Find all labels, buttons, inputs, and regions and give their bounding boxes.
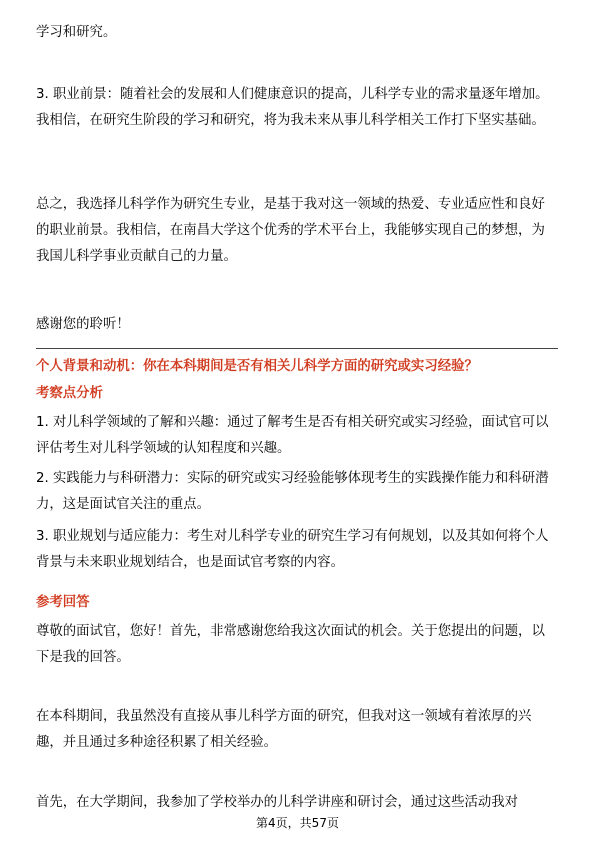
- answer-paragraph: 首先，在大学期间，我参加了学校举办的儿科学讲座和研讨会，通过这些活动我对: [36, 795, 519, 810]
- answer-heading: 参考回答: [36, 595, 90, 610]
- paragraph-conclusion: 总之，我选择儿科学作为研究生专业，是基于我对这一领域的热爱、专业适应性和良好的职业前景。我相信，在南昌大学这个优秀的学术平台上，我能够实现自己的梦想，为我国儿科学事业贡献自己的力量。: [36, 197, 545, 264]
- analysis-item: 3. 职业规划与适应能力：考生对儿科学专业的研究生学习有何规划，以及其如何将个人背景与未来职业规划结合，也是面试官考察的内容。: [36, 529, 549, 570]
- page-footer: 第4页，共57页: [256, 816, 339, 830]
- answer-paragraph: 尊敬的面试官，您好！首先，非常感谢您给我这次面试的机会。关于您提出的问题，以下是我的回答。: [36, 624, 545, 665]
- analysis-heading: 考察点分析: [36, 386, 103, 401]
- paragraph-thanks: 感谢您的聆听！: [36, 317, 130, 332]
- paragraph-continuation: 学习和研究。: [36, 25, 117, 40]
- answer-paragraph: 在本科期间，我虽然没有直接从事儿科学方面的研究，但我对这一领域有着浓厚的兴趣，并且通过多种途径积累了相关经验。: [36, 709, 532, 750]
- analysis-item: 2. 实践能力与科研潜力：实际的研究或实习经验能够体现考生的实践操作能力和科研潜力，这是面试官关注的重点。: [36, 471, 549, 512]
- question-heading: 个人背景和动机：你在本科期间是否有相关儿科学方面的研究或实习经验？: [36, 359, 478, 374]
- paragraph-career-prospect: 3. 职业前景：随着社会的发展和人们健康意识的提高，儿科学专业的需求量逐年增加。我相信，在研究生阶段的学习和研究，将为我未来从事儿科学相关工作打下坚实基础。: [36, 87, 549, 128]
- analysis-item: 1. 对儿科学领域的了解和兴趣：通过了解考生是否有相关研究或实习经验，面试官可以评估考生对儿科学领域的认知程度和兴趣。: [36, 415, 549, 456]
- section-divider: [36, 348, 558, 349]
